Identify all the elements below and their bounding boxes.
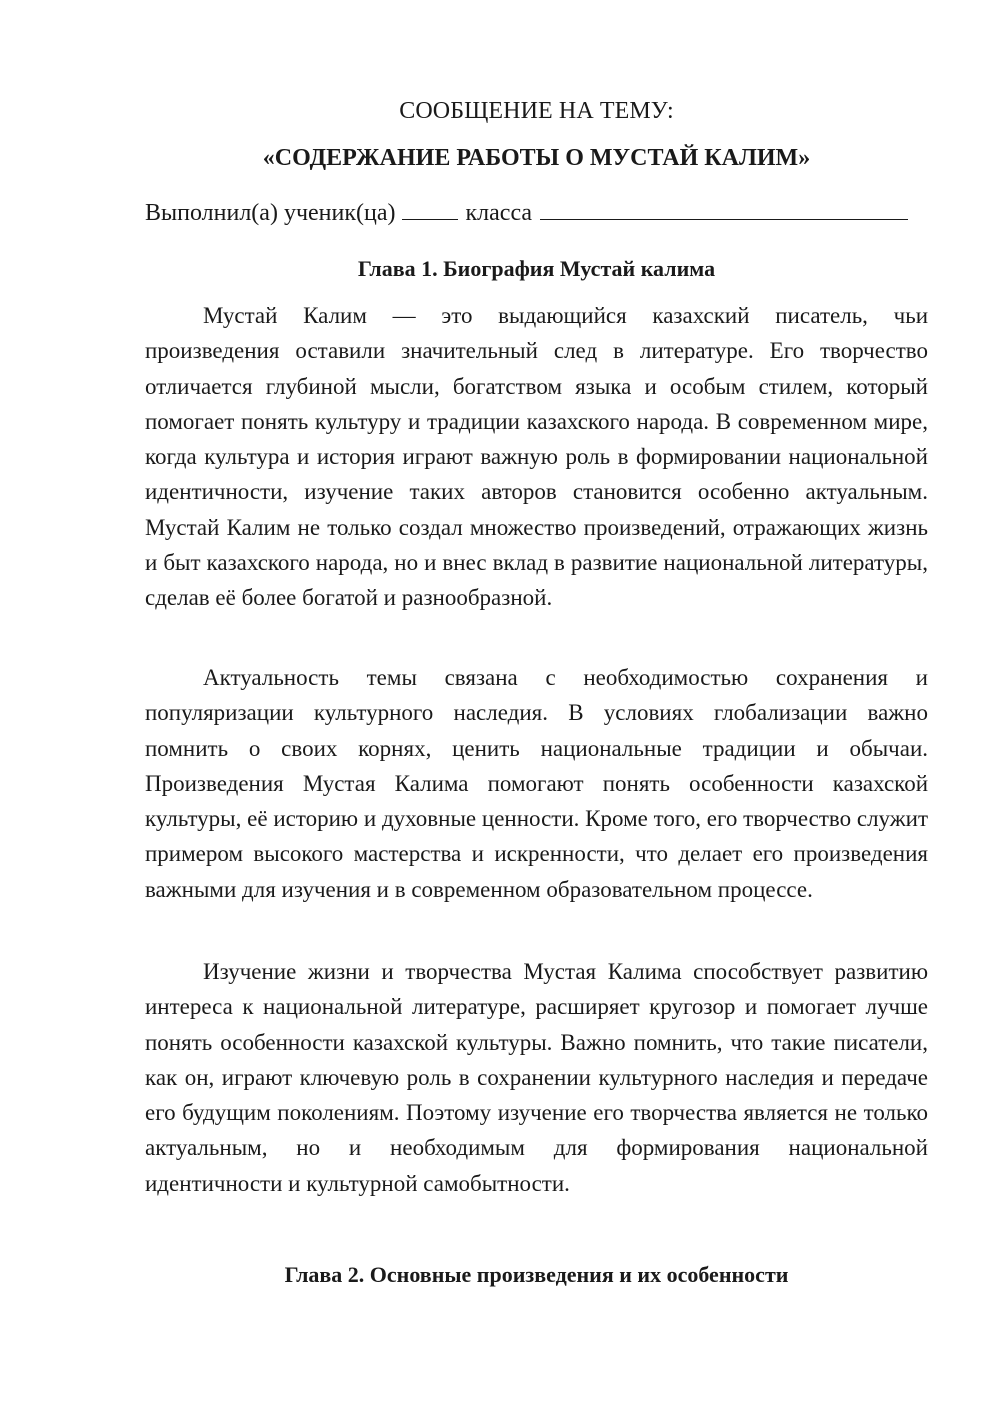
paragraph-3: Изучение жизни и творчества Мустая Калима способствует развитию интереса к национальной литературе, расширяет кругозор и помогает лучше понять особенности казахской культуры. Важно помнить, что такие писатели, как он, играют ключевую роль в сохранении культурного наследия и передаче его будущим поколениям. Поэтому изучение его творчества является не только актуальным, но и необходимым для формирования национальной идентичности и культурной самобытности. — [145, 959, 928, 1196]
chapter-2-heading: Глава 2. Основные произведения и их особенности — [284, 1262, 789, 1287]
author-line — [145, 198, 928, 228]
author-label: Выполнил(а) ученик(ца) — [145, 200, 396, 226]
name-blank — [540, 199, 908, 220]
paragraph-1: Мустай Калим — это выдающийся казахский писатель, чьи произведения оставили значительный след в литературе. Его творчество отличается глубиной мысли, богатством языка и особым стилем, который помогает понять культуру и традиции казахского народа. В современном мире, когда культура и история играют важную роль в формировании национальной идентичности, изучение таких авторов становится особенно актуальным. Мустай Калим не только создал множество произведений, отражающих жизнь и быт казахского народа, но и внес вклад в развитие национальной литературы, сделав её более богатой и разнообразной. — [145, 303, 928, 611]
document-page — [145, 0, 928, 1414]
document-title: СООБЩЕНИЕ НА ТЕМУ: — [399, 98, 674, 124]
paragraph-2: Актуальность темы связана с необходимостью сохранения и популяризации культурного наследия. В условиях глобализации важно помнить о своих корнях, ценить национальные традиции и обычаи. Произведения Мустая Калима помогают понять особенности казахской культуры, её историю и духовные ценности. Кроме того, его творчество служит примером высокого мастерства и искренности, что делает его произведения важными для изучения и в современном образовательном процессе. — [145, 665, 928, 902]
chapter-1-heading: Глава 1. Биография Мустай калима — [357, 256, 716, 281]
grade-blank — [402, 199, 458, 220]
document-subtitle: «СОДЕРЖАНИЕ РАБОТЫ О МУСТАЙ КАЛИМ» — [262, 145, 811, 171]
class-label: класса — [465, 200, 533, 226]
